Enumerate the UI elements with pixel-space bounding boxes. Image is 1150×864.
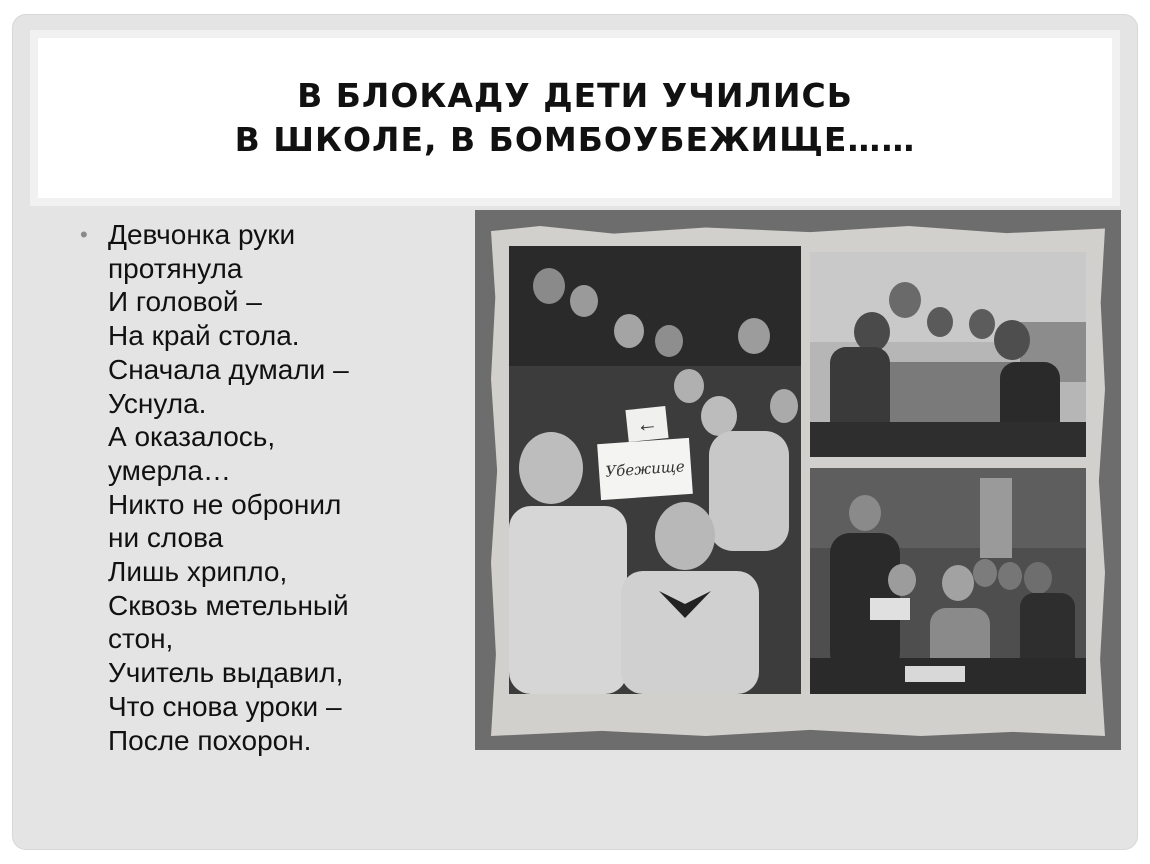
- photo-children-at-desk-image: [810, 252, 1086, 457]
- poem-line: Сначала думали –: [108, 353, 349, 385]
- poem-line: протянула: [108, 252, 243, 284]
- photo-children-at-desk: [810, 252, 1086, 457]
- poem-line: умерла…: [108, 454, 232, 486]
- poem-line: А оказалось,: [108, 421, 276, 453]
- shelter-sign: Убежище: [597, 438, 693, 500]
- photo-children-in-shelter: [509, 246, 801, 694]
- poem-line: На край стола.: [108, 320, 300, 352]
- photo-classroom-image: [810, 468, 1086, 694]
- photo-collage: [475, 210, 1121, 750]
- bullet-icon: •: [80, 222, 88, 247]
- poem-lines: [108, 218, 349, 757]
- poem-line: После похорон.: [108, 724, 312, 756]
- poem-line: Что снова уроки –: [108, 690, 342, 722]
- photo-classroom: [810, 468, 1086, 694]
- bullet-item: [80, 218, 450, 757]
- title-box: [38, 38, 1112, 198]
- poem-line: Никто не обронил: [108, 488, 342, 520]
- poem-text-block: [80, 218, 450, 757]
- poem-line: И головой –: [108, 286, 262, 318]
- slide-title-line-2: В ШКОЛЕ, В БОМБОУБЕЖИЩЕ……: [234, 120, 916, 159]
- poem-line: Девчонка руки: [108, 219, 296, 250]
- poem-line: Уснула.: [108, 387, 207, 419]
- poem-line: Сквозь метельный: [108, 589, 349, 621]
- slide-title-line-1: В БЛОКАДУ ДЕТИ УЧИЛИСЬ: [297, 76, 853, 115]
- poem-line: ни слова: [108, 522, 224, 554]
- shelter-sign-arrow: ←: [625, 406, 668, 442]
- poem-line: Лишь хрипло,: [108, 556, 288, 588]
- poem-line: стон,: [108, 623, 174, 655]
- poem-line: Учитель выдавил,: [108, 657, 344, 689]
